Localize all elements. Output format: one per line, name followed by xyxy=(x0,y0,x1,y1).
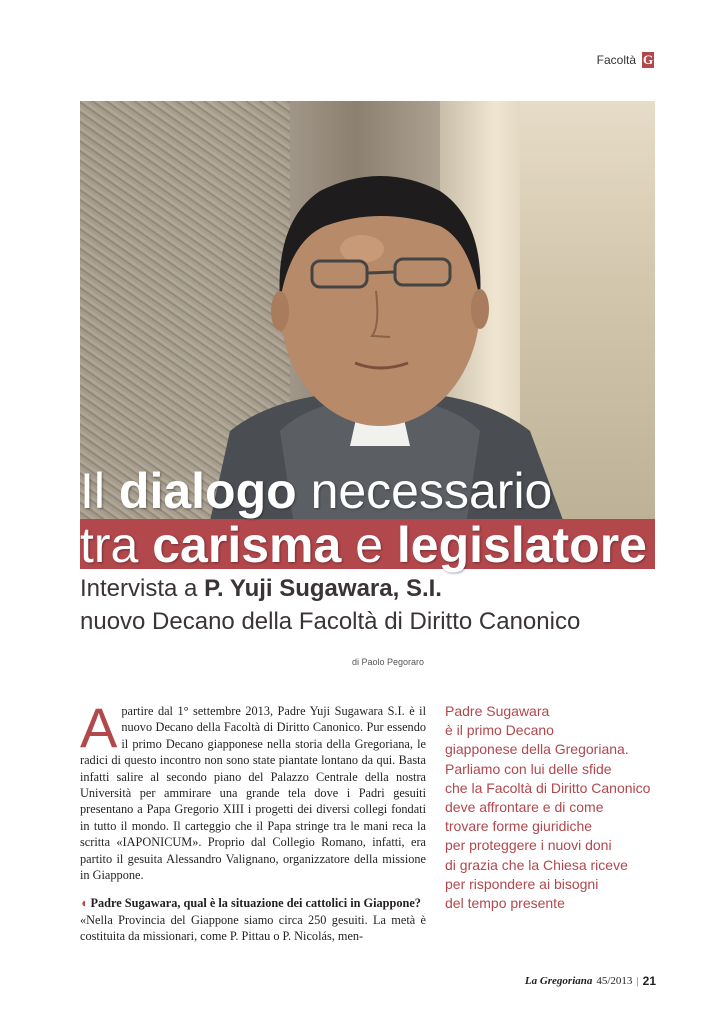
article-title xyxy=(80,463,655,573)
magazine-brand: La Gregoriana xyxy=(524,975,593,987)
footer-separator: | xyxy=(636,975,639,987)
article-body xyxy=(80,696,426,945)
title-text: legislatore xyxy=(396,517,647,573)
pull-quote-line: Parliamo con lui delle sfide xyxy=(445,760,612,777)
question-text: Padre Sugawara, qual è la situazione dei cattolici in Giappone? xyxy=(90,896,421,911)
section-header xyxy=(597,52,654,68)
title-text: Il xyxy=(80,463,119,519)
pull-quote-line: per rispondere ai bisogni xyxy=(445,875,599,892)
pull-quote-line: è il primo Decano xyxy=(445,722,554,739)
pull-quote xyxy=(445,702,660,913)
issue-number: 45/2013 xyxy=(596,975,633,987)
title-line-2 xyxy=(80,517,655,573)
article-subtitle xyxy=(80,572,580,638)
author-byline: di Paolo Pegoraro xyxy=(352,657,425,667)
subtitle-line-1 xyxy=(80,572,580,605)
pull-quote-line: del tempo presente xyxy=(445,895,565,912)
question-marker-icon: ◖ xyxy=(80,896,88,911)
drop-cap: A xyxy=(80,696,118,759)
title-line-1 xyxy=(80,465,655,517)
title-text: carisma xyxy=(152,517,342,573)
page-footer xyxy=(525,974,656,988)
subtitle-text: Intervista a xyxy=(80,575,205,602)
page-number: 21 xyxy=(642,974,656,988)
pull-quote-line: per proteggere i nuovi doni xyxy=(445,837,612,854)
intro-paragraph: partire dal 1° settembre 2013, Padre Yuji Sugawara S.I. è il nuovo Decano della Facoltà di Diritto Canonico. Pur essendo il primo Decano giapponese nella storia della Gregoriana, le radici di questo incontro non sono state piantate lontano da qui. Basta infatti salire al secondo piano del Palazzo Centrale della nostra Università per ammirare una grande tela dove i Padri gesuiti presentano a Papa Gregorio XIII i progetti dei diversi collegi fondati in tutto il mondo. Il carteggio che il Papa stringe tra le mani reca la scritta «IAPONICUM». Proprio dal Collegio Romano, infatti, era partito il gesuita Alessandro Valignano, organizzatore della missione in Giappone. xyxy=(80,704,426,883)
pull-quote-line: Padre Sugawara xyxy=(445,703,550,719)
subtitle-name: P. Yuji Sugawara, S.I. xyxy=(204,575,442,602)
answer-paragraph: «Nella Provincia del Giappone siamo circa 250 gesuiti. La metà è costituita da missionari, come P. Pittau o P. Nicolás, men- xyxy=(80,912,426,944)
pull-quote-line: trovare forme giuridiche xyxy=(445,818,593,835)
title-text: e xyxy=(341,517,397,573)
pull-quote-line: giapponese della Gregoriana. xyxy=(445,741,629,758)
interview-question xyxy=(80,895,426,911)
pull-quote-line: che la Facoltà di Diritto Canonico xyxy=(445,779,651,796)
pull-quote-line: di grazia che la Chiesa riceve xyxy=(445,856,628,873)
gregoriana-logo-icon: G xyxy=(642,52,654,67)
section-label: Facoltà xyxy=(596,53,636,67)
title-text: dialogo xyxy=(118,463,297,519)
title-text: tra xyxy=(80,517,153,573)
pull-quote-line: deve affrontare e di come xyxy=(445,799,604,816)
subtitle-line-2: nuovo Decano della Facoltà di Diritto Canonico xyxy=(80,608,581,635)
title-text: necessario xyxy=(296,463,553,519)
